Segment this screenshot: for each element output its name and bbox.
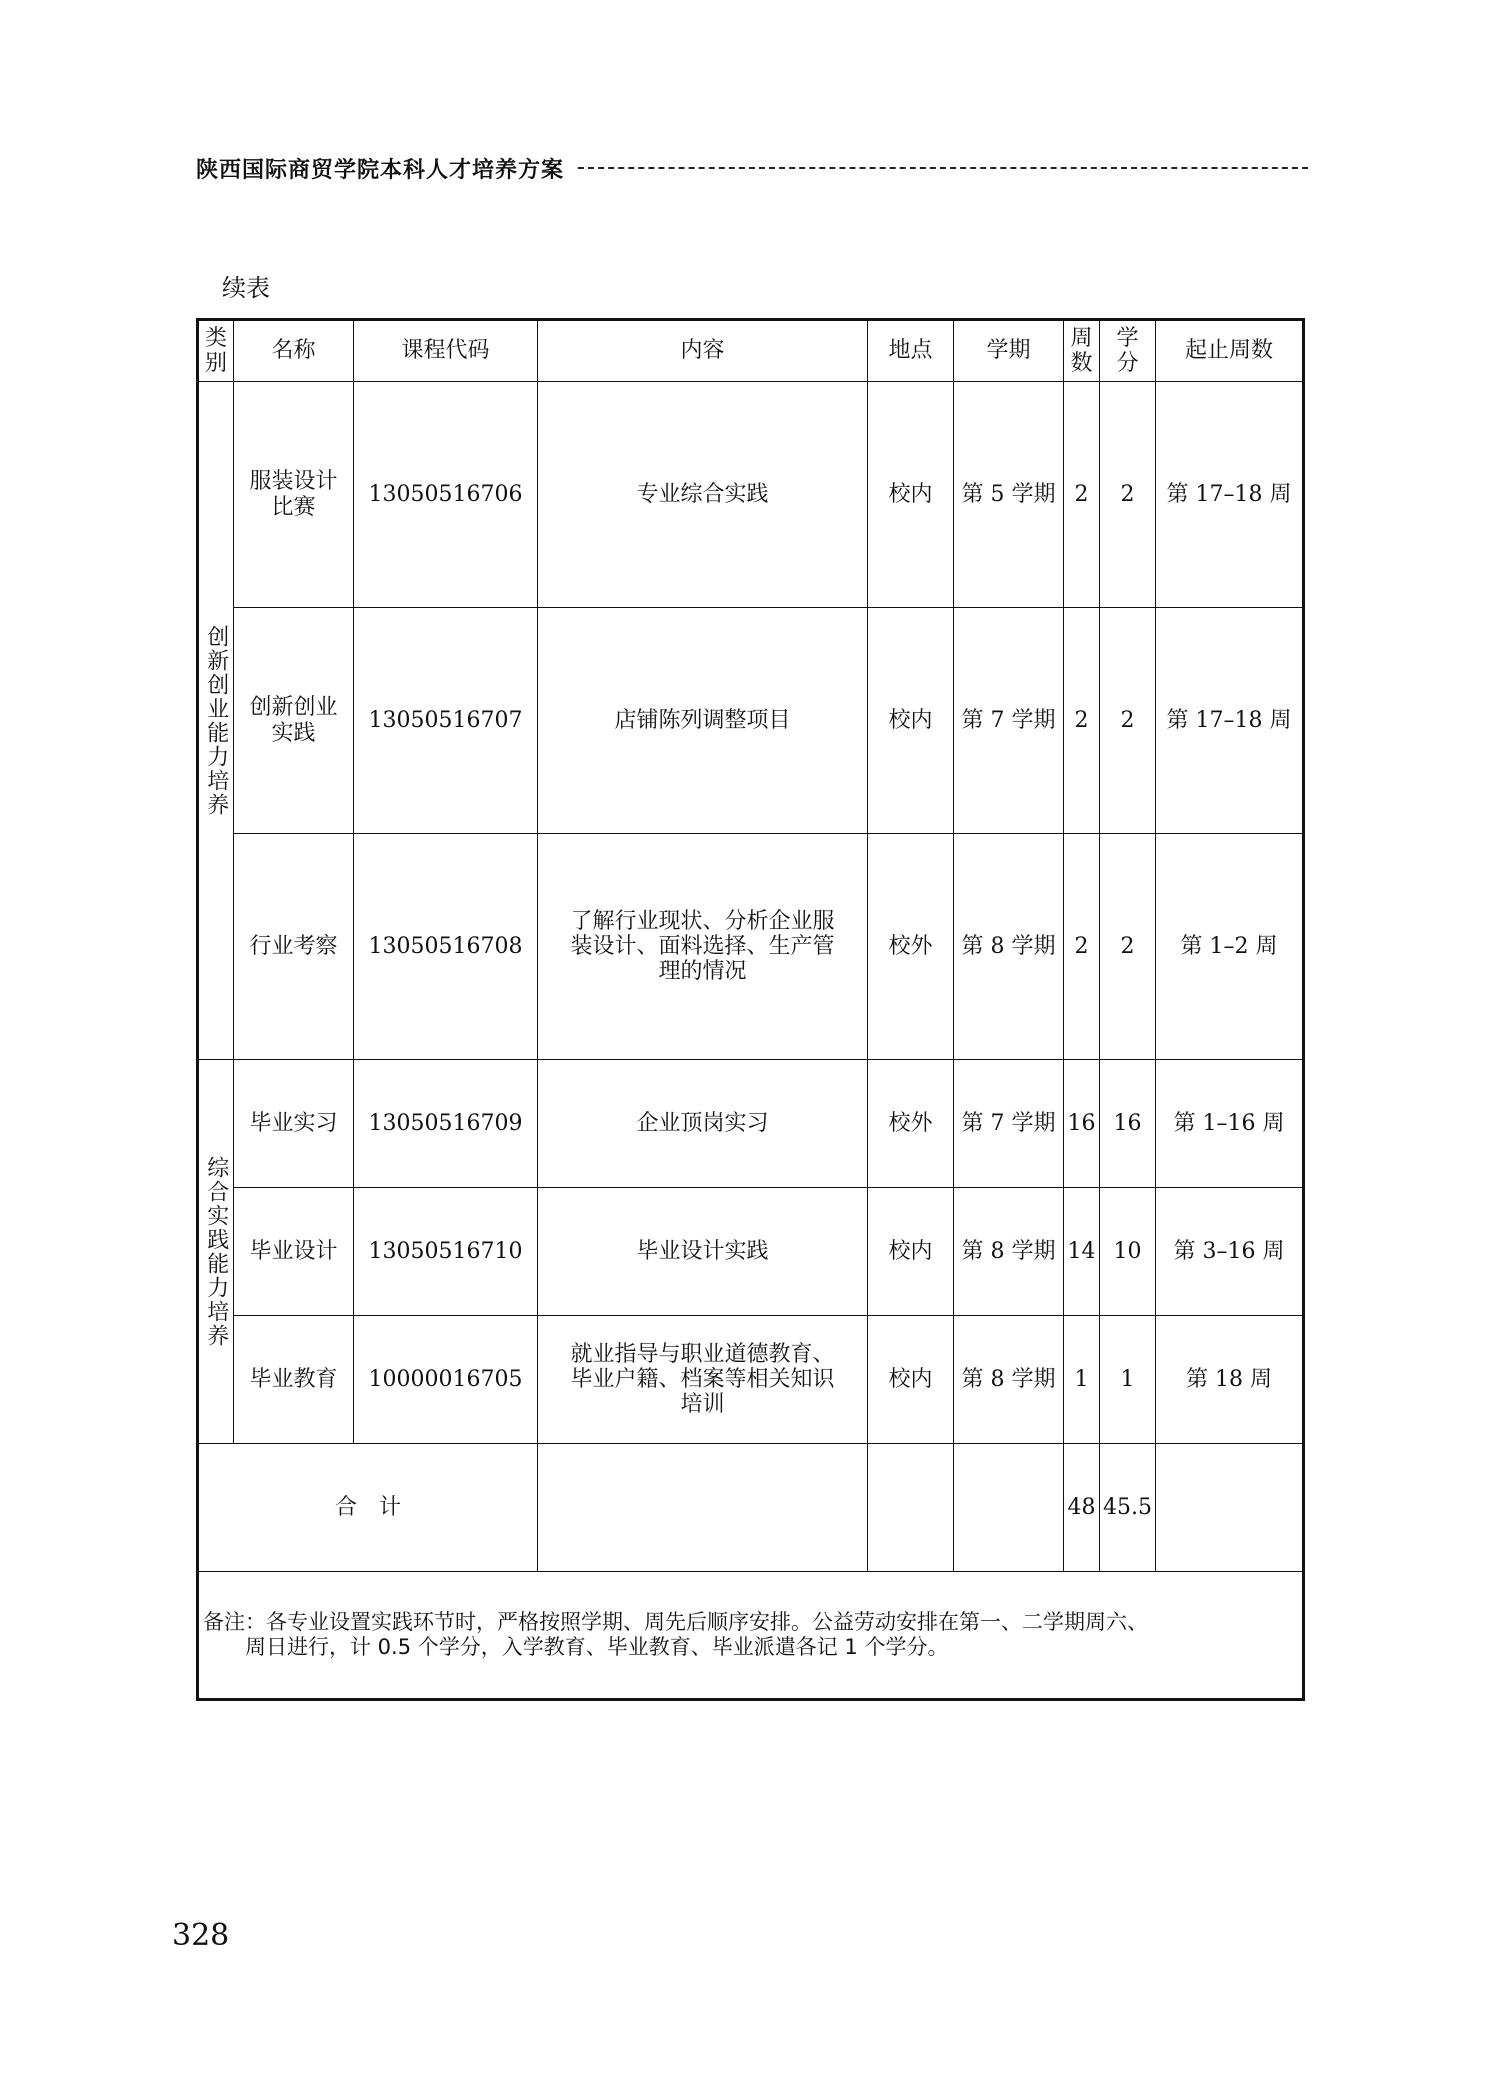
- col-weeks: 周 数: [1064, 320, 1100, 382]
- code-cell: 13050516707: [354, 608, 538, 834]
- practice-course-table: [196, 318, 1305, 1701]
- weeks-cell: 14: [1064, 1188, 1100, 1316]
- note-line-1: 备注：各专业设置实践环节时，严格按照学期、周先后顺序安排。公益劳动安排在第一、二学期周六、: [203, 1609, 1148, 1634]
- semester-cell: 第 8 学期: [954, 1188, 1064, 1316]
- note-line-2: 周日进行，计 0.5 个学分，入学教育、毕业教育、毕业派遣各记 1 个学分。: [245, 1634, 949, 1659]
- credits-cell: 16: [1100, 1060, 1156, 1188]
- col-code: 课程代码: [354, 320, 538, 382]
- credits-cell: 2: [1100, 834, 1156, 1060]
- location-cell: 校外: [868, 1060, 954, 1188]
- content-cell: 毕业设计实践: [538, 1188, 868, 1316]
- credits-cell: 2: [1100, 382, 1156, 608]
- col-content: 内容: [538, 320, 868, 382]
- col-name: 名称: [234, 320, 354, 382]
- name-cell: 毕业设计: [234, 1188, 354, 1316]
- week-range-cell: 第 18 周: [1156, 1316, 1304, 1444]
- continued-label: 续表: [222, 274, 270, 302]
- week-range-cell: 第 1–2 周: [1156, 834, 1304, 1060]
- code-cell: 10000016705: [354, 1316, 538, 1444]
- note-row: [198, 1572, 1304, 1700]
- location-cell: 校内: [868, 1188, 954, 1316]
- table-row: [198, 608, 1304, 834]
- weeks-cell: 2: [1064, 608, 1100, 834]
- content-cell: 企业顶岗实习: [538, 1060, 868, 1188]
- content-cell: 就业指导与职业道德教育、 毕业户籍、档案等相关知识 培训: [538, 1316, 868, 1444]
- total-label: 合 计: [198, 1444, 538, 1572]
- semester-cell: 第 7 学期: [954, 1060, 1064, 1188]
- code-cell: 13050516710: [354, 1188, 538, 1316]
- name-cell: 服装设计 比赛: [234, 382, 354, 608]
- credits-cell: 2: [1100, 608, 1156, 834]
- weeks-cell: 1: [1064, 1316, 1100, 1444]
- category-cell: 创新创业能力培养: [198, 382, 234, 1060]
- week-range-cell: 第 17–18 周: [1156, 608, 1304, 834]
- code-cell: 13050516709: [354, 1060, 538, 1188]
- table-row: [198, 834, 1304, 1060]
- location-cell: 校内: [868, 382, 954, 608]
- table-row: [198, 1188, 1304, 1316]
- total-content-cell: [538, 1444, 868, 1572]
- total-credits: 45.5: [1100, 1444, 1156, 1572]
- location-cell: 校外: [868, 834, 954, 1060]
- week-range-cell: 第 1–16 周: [1156, 1060, 1304, 1188]
- col-week-range: 起止周数: [1156, 320, 1304, 382]
- table-row: [198, 1316, 1304, 1444]
- table-row: [198, 382, 1304, 608]
- credits-cell: 1: [1100, 1316, 1156, 1444]
- location-cell: 校内: [868, 608, 954, 834]
- content-cell: 了解行业现状、分析企业服 装设计、面料选择、生产管 理的情况: [538, 834, 868, 1060]
- code-cell: 13050516708: [354, 834, 538, 1060]
- header-row: [198, 320, 1304, 382]
- name-cell: 毕业教育: [234, 1316, 354, 1444]
- credits-cell: 10: [1100, 1188, 1156, 1316]
- semester-cell: 第 7 学期: [954, 608, 1064, 834]
- week-range-cell: 第 17–18 周: [1156, 382, 1304, 608]
- name-cell: 创新创业 实践: [234, 608, 354, 834]
- weeks-cell: 16: [1064, 1060, 1100, 1188]
- total-week-range-cell: [1156, 1444, 1304, 1572]
- semester-cell: 第 8 学期: [954, 1316, 1064, 1444]
- category-cell: 综合实践能力培养: [198, 1060, 234, 1444]
- weeks-cell: 2: [1064, 834, 1100, 1060]
- col-category: 类 别: [198, 320, 234, 382]
- header-dashed-rule: [578, 167, 1308, 169]
- content-cell: 专业综合实践: [538, 382, 868, 608]
- week-range-cell: 第 3–16 周: [1156, 1188, 1304, 1316]
- name-cell: 行业考察: [234, 834, 354, 1060]
- semester-cell: 第 8 学期: [954, 834, 1064, 1060]
- total-weeks: 48: [1064, 1444, 1100, 1572]
- col-location: 地点: [868, 320, 954, 382]
- location-cell: 校内: [868, 1316, 954, 1444]
- col-credits: 学 分: [1100, 320, 1156, 382]
- note-cell: [198, 1572, 1304, 1700]
- page-header: [196, 150, 1308, 186]
- table-row: [198, 1060, 1304, 1188]
- weeks-cell: 2: [1064, 382, 1100, 608]
- semester-cell: 第 5 学期: [954, 382, 1064, 608]
- content-cell: 店铺陈列调整项目: [538, 608, 868, 834]
- header-title: 陕西国际商贸学院本科人才培养方案: [196, 157, 565, 183]
- total-row: [198, 1444, 1304, 1572]
- col-semester: 学期: [954, 320, 1064, 382]
- total-location-cell: [868, 1444, 954, 1572]
- page-number: 328: [172, 1918, 230, 1953]
- total-semester-cell: [954, 1444, 1064, 1572]
- name-cell: 毕业实习: [234, 1060, 354, 1188]
- code-cell: 13050516706: [354, 382, 538, 608]
